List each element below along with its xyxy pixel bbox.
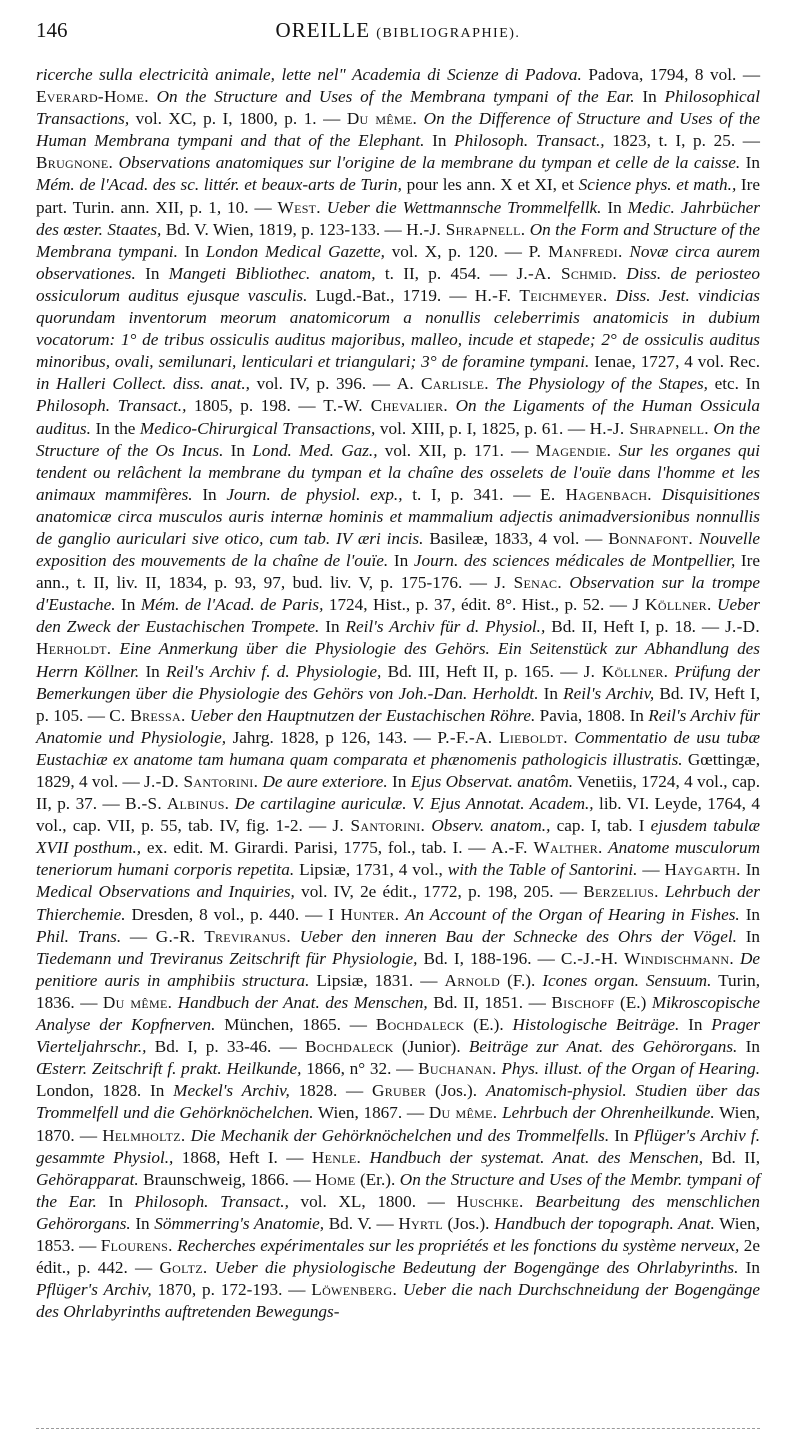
author-name: P. Manfredi. (528, 241, 623, 261)
citation-fragment: vol. IV, p. 396. — (249, 374, 397, 394)
author-name: Gruber (372, 1081, 427, 1101)
citation-fragment: 1828. — (289, 1081, 373, 1101)
citation-fragment: — (121, 926, 156, 946)
citation-fragment: — (637, 860, 665, 880)
title-fragment: De cartilagine auriculæ. V. Ejus Annotat. Academ., (229, 794, 594, 814)
citation-fragment: Lipsiæ, 1731, 4 vol., (294, 860, 448, 880)
title-fragment: Handbuch der systemat. Anat. des Menschen, (361, 1147, 704, 1167)
author-name: West. (277, 197, 321, 217)
citation-fragment: Wien, 1867. — (313, 1103, 429, 1123)
title-fragment: On the Structure and Uses of the Membr. tympani of the Ear. (36, 1169, 760, 1211)
citation-fragment: vol. XIII, p. I, 1825, p. 61. — (375, 418, 590, 438)
citation-fragment: Braunschweig, 1866. — (138, 1169, 316, 1189)
citation-fragment: (Jos.). (442, 1213, 495, 1233)
title-fragment: Journ. de physiol. exp., (226, 484, 403, 504)
citation-fragment: vol. XL, 1800. — (288, 1191, 457, 1211)
author-name: T.-W. Chevalier. (323, 396, 449, 416)
author-name: H.-F. Teichmeyer. (474, 285, 608, 305)
citation-fragment: Lipsiæ, 1831. — (309, 970, 445, 990)
author-name: E. Hagenbach. (540, 484, 652, 504)
author-name: Bochdaleck (305, 1037, 394, 1057)
author-name: H.-J. Shrapnell. (589, 418, 709, 438)
citation-fragment: vol. X, p. 120. — (384, 241, 529, 261)
author-name: C. Bressa. (109, 705, 186, 725)
author-name: Brugnone. (36, 153, 114, 173)
title-fragment: Mém. de l'Acad. des sc. littér. et beaux-arts de Turin, (36, 175, 402, 195)
title-fragment: Observation sur la trompe d'Eustache. (36, 573, 760, 615)
author-name: B.-S. Albinus. (125, 794, 230, 814)
title-fragment: Ueber die physiologische Bedeutung der Bogengänge des Ohrlabyrinths. (207, 1258, 739, 1278)
author-name: Flourens. (100, 1235, 173, 1255)
citation-fragment: In (739, 904, 761, 924)
title-fragment: Sur les organes qui tendent ou relâchent la membrane du tympan et la chaîne des osselets de l'ouïe dans l'homme et les animaux mammifères. (36, 440, 760, 504)
citation-fragment: In (538, 683, 564, 703)
title-fragment: Diss. Jest. vindicias quorundam inventorum meorum anatomicorum a nonullis celeberrimis anatomicis in dubium vocatorum: 1° de tribus ossiculis auditus majoribus, malleo, incude et stapede; 2° de ossiculis auditus minoribus, ovali, semilunari, lenticulari et triangulari; 3° de foramine tympani. (36, 285, 760, 372)
title-fragment: On the Form and Structure of the Membrana tympani. (36, 219, 760, 261)
title-fragment: Philosoph. Transact., (134, 1191, 289, 1211)
citation-fragment: Padova, 1794, 8 vol. — (581, 65, 761, 84)
title-fragment: Ueber den inneren Bau der Schnecke des Ohrs der Vögel. (290, 926, 737, 946)
author-name: Goltz. (159, 1258, 208, 1278)
citation-fragment: Pavia, 1808. In (535, 705, 649, 725)
title-fragment: Science phys. et math., (578, 175, 737, 195)
running-title-sub: (BIBLIOGRAPHIE). (376, 26, 521, 41)
citation-fragment: In (424, 131, 455, 151)
author-name: Bonnafont. (608, 528, 694, 548)
citation-fragment: Wien, 1870. — (36, 1103, 760, 1145)
title-fragment: London Medical Gazette, (205, 241, 385, 261)
title-fragment: Reil's Archiv für d. Physiol., (345, 617, 546, 637)
author-name: J.-D. Herholdt. (36, 617, 760, 659)
citation-fragment: In (192, 484, 227, 504)
citation-fragment: Gœttingæ, 1829, 4 vol. — (36, 749, 760, 791)
citation-fragment: t. I, p. 341. — (402, 484, 541, 504)
author-name: Home (315, 1169, 356, 1189)
title-fragment: Reil's Archiv, (563, 683, 655, 703)
title-fragment: Icones organ. Sensuum. (542, 970, 712, 990)
author-name: Magendie. (535, 440, 612, 460)
citation-fragment: (F.). (500, 970, 543, 990)
title-fragment: Sömmerring's Anatomie, (154, 1213, 325, 1233)
title-fragment: Recherches expérimentales sur les propriétés et les fonctions du système nerveux, (172, 1235, 740, 1255)
citation-fragment: In (387, 772, 411, 791)
citation-fragment: (E.) (614, 992, 652, 1012)
title-fragment: Reil's Archiv f. d. Physiologie, (166, 661, 382, 681)
author-name: Buchanan. (418, 1059, 497, 1079)
citation-fragment: vol. IV, 2e édit., 1772, p. 198, 205. — (294, 882, 584, 902)
citation-fragment: Bd. V. Wien, 1819, p. 123-133. — (161, 219, 407, 239)
title-fragment: Anatome musculorum teneriorum humani corporis repetita. (36, 838, 760, 880)
citation-fragment: Bd. II, Heft I, p. 18. — (545, 617, 726, 637)
title-fragment: On the Difference of Structure and Uses of the Human Membrana tympani and that of the Elephant. (36, 109, 761, 151)
citation-fragment: pour les ann. X et XI, et (401, 175, 579, 195)
author-name: C.-J.-H. Windischmann. (560, 948, 734, 968)
title-fragment: An Account of the Organ of Hearing in Fishes. (399, 904, 740, 924)
title-fragment: Pflüger's Archiv f. gesammte Physiol., (36, 1125, 761, 1167)
citation-fragment: Bd. II, 1851. — (427, 992, 552, 1012)
author-name: Helmholtz. (102, 1125, 186, 1145)
title-fragment: Prager Vierteljahrschr., (36, 1015, 760, 1057)
title-fragment: Mangeti Bibliothec. anatom, (168, 263, 376, 283)
citation-fragment: In (223, 440, 253, 460)
citation-fragment: München, 1865. — (215, 1015, 376, 1035)
title-fragment: Phys. illust. of the Organ of Hearing. (496, 1059, 761, 1079)
citation-fragment: Lugd.-Bat., 1719. — (307, 285, 475, 305)
page-number: 146 (36, 18, 68, 42)
author-name: Du même. (428, 1103, 498, 1123)
title-fragment: Philosoph. Transact., (454, 131, 605, 151)
citation-fragment: Bd. III, Heft II, p. 165. — (381, 661, 584, 681)
title-fragment: Prüfung der Bemerkungen über die Physiologie des Gehörs von Joh.-Dan. Herholdt. (36, 661, 761, 703)
author-name: Haygarth. (664, 860, 741, 880)
citation-fragment: etc. In (707, 374, 760, 394)
title-fragment: Lond. Med. Gaz., (252, 440, 378, 460)
citation-fragment: In (740, 153, 760, 173)
title-fragment: Observations anatomiques sur l'origine de la membrane du tympan et celle de la caisse. (113, 153, 741, 173)
citation-fragment: 1823, t. I, p. 25. — (604, 131, 760, 151)
citation-fragment: Ire part. Turin. ann. XII, p. 1, 10. — (36, 175, 760, 217)
title-fragment: ricerche sulla electricità animale, lette nel" Academia di Scienze di Padova. (36, 65, 582, 84)
author-name: Du même. (346, 109, 418, 129)
author-name: J.-D. Santorini. (144, 772, 259, 791)
author-name: Huschke. (456, 1191, 524, 1211)
title-fragment: Medico-Chirurgical Transactions, (139, 418, 376, 438)
title-fragment: Medical Observations and Inquiries, (36, 882, 295, 902)
title-fragment: De aure exteriore. (258, 772, 388, 791)
author-name: J Köllner. (632, 595, 712, 615)
citation-fragment: Basileæ, 1833, 4 vol. — (423, 528, 609, 548)
title-fragment: Handbuch der topograph. Anat. (494, 1213, 715, 1233)
citation-fragment: In (139, 661, 167, 681)
title-fragment: with the Table of Santorini. (447, 860, 638, 880)
running-head (36, 18, 760, 58)
author-name: Bochdaleck (375, 1015, 465, 1035)
author-name: P.-F.-A. Lieboldt. (437, 727, 568, 747)
author-name: Arnold (444, 970, 501, 990)
citation-fragment: In (679, 1015, 712, 1035)
title-fragment: Journ. des sciences médicales de Montpellier, (413, 551, 736, 571)
citation-fragment: 2e édit., p. 442. — (36, 1235, 761, 1278)
author-name: Berzelius. (583, 882, 659, 902)
title-fragment: Histologische Beiträge. (512, 1015, 680, 1035)
author-name: J. Köllner. (583, 661, 669, 681)
author-name: Du même. (102, 992, 173, 1012)
citation-fragment: In (388, 551, 414, 571)
title-fragment: Ueber den Hauptnutzen der Eustachischen Röhre. (185, 705, 536, 725)
citation-fragment: (Jos.). (426, 1081, 486, 1101)
citation-fragment: In (737, 1037, 760, 1057)
title-fragment: Ueber die Wettmannsche Trommelfellk. (320, 197, 602, 217)
citation-fragment: 1805, p. 198. — (186, 396, 324, 416)
citation-fragment: In (601, 197, 628, 217)
citation-fragment: Dresden, 8 vol., p. 440. — (125, 904, 329, 924)
title-fragment: Philosoph. Transact., (36, 396, 187, 416)
title-fragment: Eine Anmerkung über die Physiologie des Gehörs. Ein Seitenstück zur Abhandlung des Herrn Köllner. (36, 639, 760, 681)
title-fragment: Nouvelle exposition des mouvements de la chaîne de l'ouïe. (36, 528, 761, 571)
running-title (96, 18, 700, 43)
title-fragment: De penitiore auris in amphibiis structura. (36, 948, 761, 990)
citation-fragment: Ire ann., t. II, liv. II, 1834, p. 93, 97, bud. liv. V, p. 175-176. — (36, 551, 760, 593)
citation-fragment: In (130, 1213, 155, 1233)
citation-fragment: (Junior). (393, 1037, 469, 1057)
title-fragment: Mém. de l'Acad. de Paris, (140, 595, 324, 615)
title-fragment: Disquisitiones anatomicæ circa musculos auris internæ hominis et mammalium adjectis animadversionibus nonnullis de ganglio auriculari sive otico, cum tab. IV æri incis. (36, 484, 760, 548)
citation-fragment: In (115, 595, 141, 615)
citation-fragment: In (319, 617, 346, 637)
citation-fragment: London, 1828. In (36, 1081, 174, 1101)
title-fragment: Gehörapparat. (36, 1169, 139, 1189)
citation-fragment: Ienae, 1727, 4 vol. Rec. (589, 352, 760, 372)
citation-fragment: In (634, 87, 665, 107)
citation-fragment: Turin, 1836. — (36, 970, 760, 1012)
title-fragment: ejusdem tabulæ XVII posthum., (36, 816, 760, 858)
citation-fragment: In (740, 860, 761, 880)
citation-fragment: t. II, p. 454. — (375, 263, 517, 283)
running-title-main: OREILLE (275, 18, 371, 42)
title-fragment: Pflüger's Archiv, (36, 1280, 152, 1300)
citation-fragment: In the (90, 418, 140, 438)
citation-fragment: 1866, n° 32. — (301, 1059, 419, 1079)
title-fragment: The Physiology of the Stapes, (488, 374, 708, 394)
author-name: Bischoff (551, 992, 615, 1012)
citation-fragment: In (736, 926, 761, 946)
title-fragment: Commentatio de usu tubæ Eustachiæ ex anatome tam humana quam comparata et phænomenis pathologicis illustratis. (36, 727, 760, 769)
citation-fragment: (Er.). (355, 1169, 400, 1189)
title-fragment: Ueber den Zweck der Eustachischen Trompete. (36, 595, 760, 637)
title-fragment: Bearbeitung des menschlichen Gehörorgans. (36, 1191, 761, 1233)
title-fragment: Œsterr. Zeitschrift f. prakt. Heilkunde, (36, 1059, 302, 1079)
bibliography-text (36, 64, 760, 1323)
citation-fragment: 1724, Hist., p. 37, édit. 8°. Hist., p. 52. — (323, 595, 633, 615)
author-name: J. Santorini. (332, 816, 426, 836)
citation-fragment: vol. XII, p. 171. — (377, 440, 536, 460)
citation-fragment: Wien, 1853. — (36, 1213, 760, 1255)
citation-fragment: In (135, 263, 169, 283)
citation-fragment: In (738, 1258, 760, 1278)
title-fragment: On the Ligaments of the Human Ossicula auditus. (36, 396, 760, 438)
author-name: Henle. (311, 1147, 362, 1167)
author-name: A.-F. Walther. (491, 838, 603, 858)
citation-fragment: cap. I, tab. I (550, 816, 651, 836)
author-name: J. Senac. (494, 573, 562, 593)
author-name: A. Carlisle. (396, 374, 489, 394)
citation-fragment: Bd. II, (703, 1147, 760, 1167)
title-fragment: Ejus Observat. anatôm. (410, 772, 574, 791)
citation-fragment: (E.). (464, 1015, 513, 1035)
citation-fragment: lib. VI. Leyde, 1764, 4 vol., cap. VII, p. 55, tab. IV, fig. 1-2. — (36, 794, 760, 836)
citation-fragment: Venetiis, 1724, 4 vol., cap. II, p. 37. — (36, 772, 761, 814)
title-fragment: Reil's Archiv für Anatomie und Physiologie, (36, 705, 760, 747)
bottom-rule (36, 1428, 760, 1429)
title-fragment: Observ. anatom., (425, 816, 551, 836)
title-fragment: Lehrbuch der Ohrenheilkunde. (497, 1103, 715, 1123)
title-fragment: Mikroscopische Analyse der Kopfnerven. (36, 992, 761, 1035)
citation-fragment: ex. edit. M. Girardi. Parisi, 1775, fol., tab. I. — (141, 838, 492, 858)
citation-fragment: Bd. I, 188-196. — (417, 948, 561, 968)
title-fragment: Lehrbuch der Thierchemie. (36, 882, 760, 924)
author-name: J.-A. Schmid. (516, 263, 617, 283)
title-fragment: Diss. de periosteo ossiculorum auditus ejusque vasculis. (36, 263, 760, 305)
citation-fragment: Bd. V. — (324, 1213, 399, 1233)
title-fragment: Anatomisch-physiol. Studien über das Trommelfell und die Gehörknöchelchen. (36, 1081, 761, 1123)
title-fragment: Philosophical Transactions, (36, 87, 760, 129)
citation-fragment: 1868, Heft I. — (173, 1147, 312, 1167)
author-name: I Hunter. (328, 904, 400, 924)
title-fragment: Ueber die nach Durchschneidung der Bogengänge des Ohrlabyrinths auftretenden Bewegungs- (36, 1280, 760, 1322)
citation-fragment: In (609, 1125, 634, 1145)
title-fragment: On the Structure of the Os Incus. (36, 418, 760, 460)
title-fragment: in Halleri Collect. diss. anat., (36, 374, 250, 394)
title-fragment: Meckel's Archiv, (173, 1081, 290, 1101)
title-fragment: Medic. Jahrbücher des œster. Staates, (36, 197, 760, 239)
author-name: Everard-Home. (36, 87, 149, 107)
citation-fragment: Jahrg. 1828, p 126, 143. — (226, 727, 438, 747)
title-fragment: Beiträge zur Anat. des Gehörorgans. (468, 1037, 738, 1057)
author-name: Hyrtl (398, 1213, 443, 1233)
title-fragment: Novæ circa aurem observationes. (36, 241, 760, 283)
title-fragment: Tiedemann und Treviranus Zeitschrift für Physiologie, (36, 948, 418, 968)
citation-fragment: In (96, 1191, 135, 1211)
title-fragment: Handbuch der Anat. des Menschen, (172, 992, 428, 1012)
author-name: G.-R. Treviranus. (155, 926, 291, 946)
citation-fragment: Bd. IV, Heft I, p. 105. — (36, 683, 760, 725)
citation-fragment: Bd. I, p. 33-46. — (146, 1037, 306, 1057)
title-fragment: On the Structure and Uses of the Membrana tympani of the Ear. (148, 87, 635, 107)
title-fragment: Phil. Trans. (36, 926, 122, 946)
citation-fragment: In (177, 241, 206, 261)
author-name: H.-J. Shrapnell. (406, 219, 526, 239)
title-fragment: Die Mechanik der Gehörknöchelchen und des Trommelfells. (185, 1125, 610, 1145)
citation-fragment: 1870, p. 172-193. — (151, 1280, 312, 1300)
author-name: Löwenberg. (311, 1280, 398, 1300)
citation-fragment: vol. XC, p. I, 1800, p. 1. — (129, 109, 347, 129)
